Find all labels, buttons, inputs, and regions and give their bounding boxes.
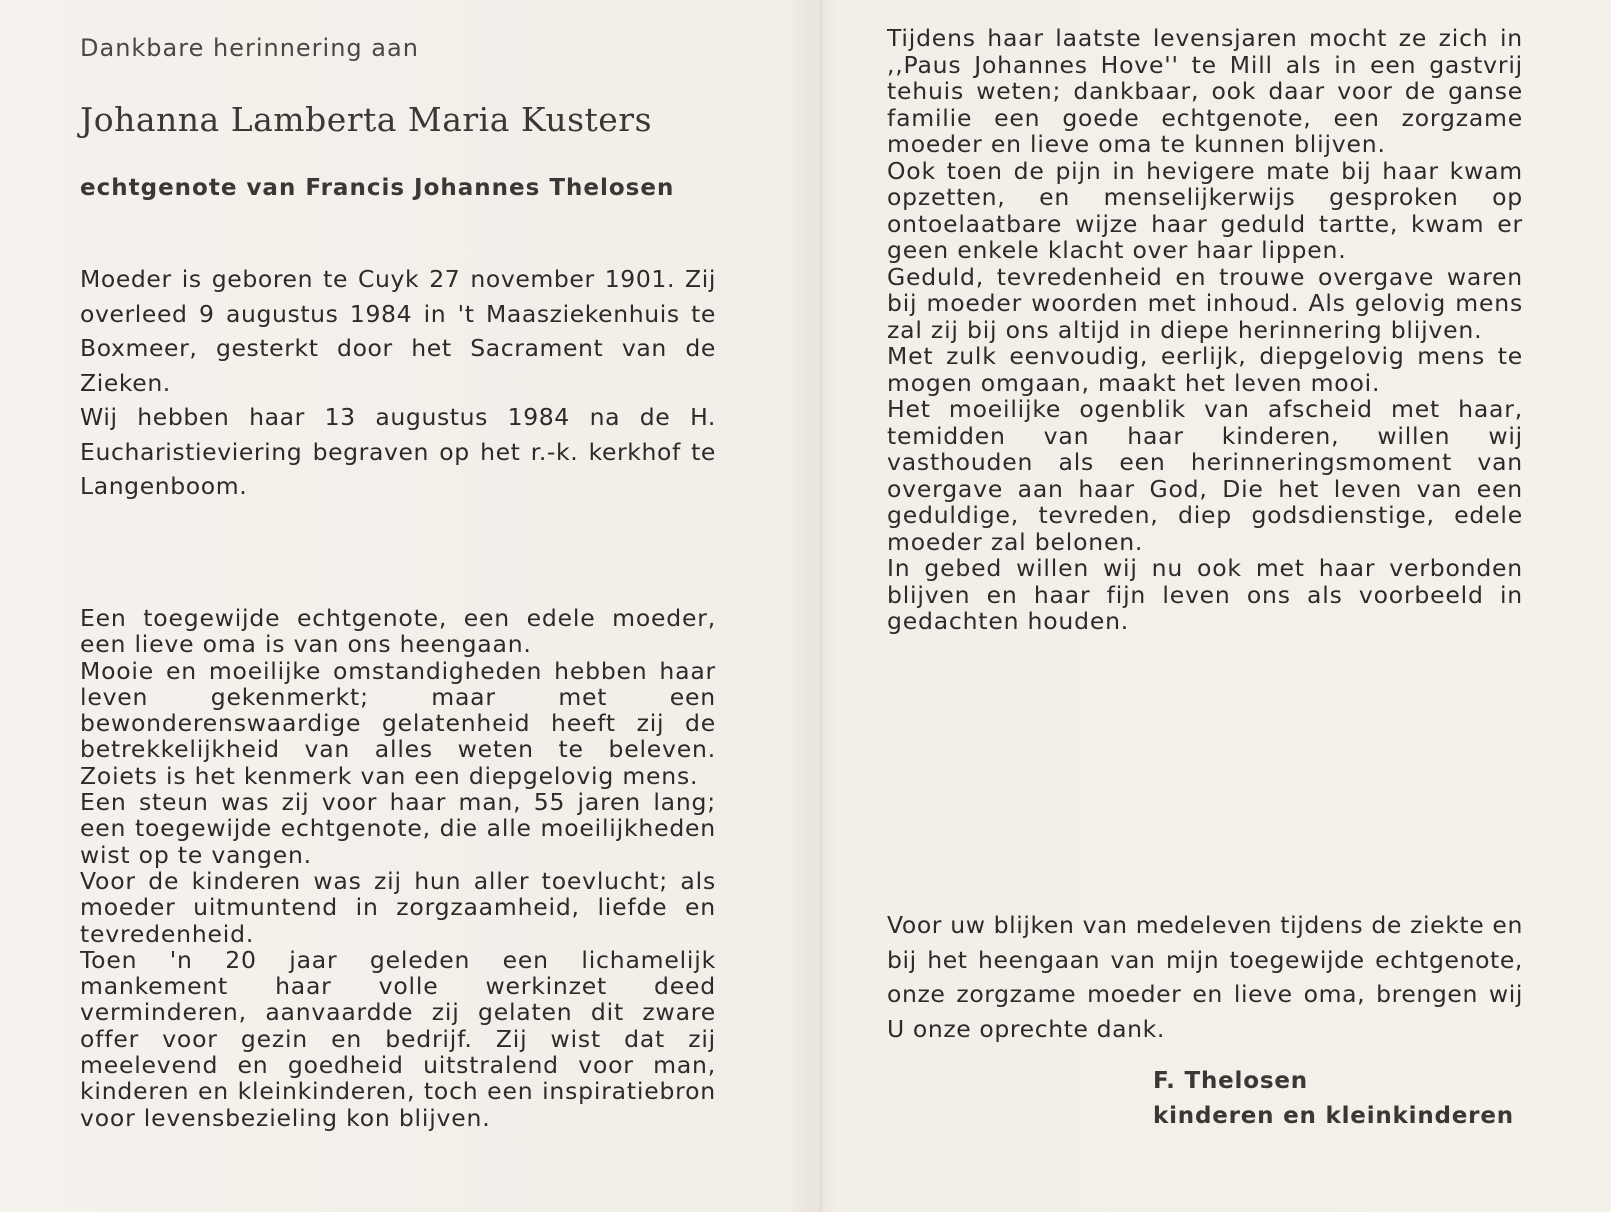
memory-paragraph: Ook toen de pijn in hevigere mate bij haar kwam opzetten, en menselijkerwijs gesproken op ontoelaatbare wijze haar geduld tartte, kwam er geen enkele klacht over haar lippen. <box>887 156 1523 264</box>
thanks-paragraph: Voor uw blijken van medeleven tijdens de ziekte en bij het heengaan van mijn toegewijde echtgenote, onze zorgzame moeder en lieve oma, brengen wij U onze oprechte dank. <box>887 911 1523 1043</box>
memory-paragraph: Tijdens haar laatste levensjaren mocht ze zich in ,,Paus Johannes Hove'' te Mill als in een gastvrij tehuis weten; dankbaar, ook daar voor de ganse familie een goede echtgenote, een zorgzame moeder en lieve oma te kunnen blijven. <box>887 24 1523 158</box>
card-fold <box>818 0 824 1212</box>
memory-text <box>887 25 1523 635</box>
memory-paragraph: Met zulk eenvoudig, eerlijk, diepgelovig mens te mogen omgaan, maakt het leven mooi. <box>887 342 1523 397</box>
tribute-paragraph: Voor de kinderen was zij hun aller toevlucht; als moeder uitmuntend in zorgzaamheid, liefde en tevredenheid. <box>80 866 716 948</box>
tribute-paragraph: Mooie en moeilijke omstandigheden hebben haar leven gekenmerkt; maar met een bewonderenswaardige gelatenheid heeft zij de betrekkelijkheid van alles weten te beleven. Zoiets is het kenmerk van een diepgelovig mens. <box>80 656 716 790</box>
intro-text: Dankbare herinnering aan <box>80 34 419 62</box>
tribute-text <box>80 605 716 1131</box>
memory-paragraph: In gebed willen wij nu ook met haar verbonden blijven en haar fijn leven ons als voorbeeld in gedachten houden. <box>887 554 1523 635</box>
thank-you-text <box>887 908 1523 1046</box>
memory-paragraph: Geduld, tevredenheid en trouwe overgave waren bij moeder woorden met inhoud. Als gelovig mens zal zij bij ons altijd in diepe herinnering blijven. <box>887 262 1523 344</box>
deceased-name: Johanna Lamberta Maria Kusters <box>80 100 653 139</box>
spouse-line: echtgenote van Francis Johannes Thelosen <box>80 175 675 201</box>
left-panel <box>80 0 720 1212</box>
right-panel <box>887 0 1527 1212</box>
tribute-paragraph: Toen 'n 20 jaar geleden een lichamelijk mankement haar volle werkinzet deed verminderen, aanvaardde zij gelaten dit zware offer voor gezin en bedrijf. Zij wist dat zij meelevend en goedheid uitstralend voor man, kinderen en kleinkinderen, toch een inspiratiebron voor levensbezieling kon blijven. <box>80 945 716 1132</box>
signature-family: kinderen en kleinkinderen <box>1153 1103 1514 1129</box>
tribute-paragraph: Een steun was zij voor haar man, 55 jaren lang; een toegewijde echtgenote, die alle moeilijkheden wist op te vangen. <box>80 788 716 869</box>
biography <box>80 262 716 504</box>
tribute-paragraph: Een toegewijde echtgenote, een edele moeder, een lieve oma is van ons heengaan. <box>80 604 716 659</box>
bio-paragraph: Moeder is geboren te Cuyk 27 november 1901. Zij overleed 9 augustus 1984 in 't Maasziekenhuis te Boxmeer, gesterkt door het Sacrament van de Zieken. <box>80 265 716 397</box>
signature-name: F. Thelosen <box>1153 1068 1308 1094</box>
bio-paragraph: Wij hebben haar 13 augustus 1984 na de H. Eucharistieviering begraven op het r.-k. kerkhof te Langenboom. <box>80 403 716 500</box>
memory-paragraph: Het moeilijke ogenblik van afscheid met haar, temidden van haar kinderen, willen wij vasthouden als een herinneringsmoment van overgave aan haar God, Die het leven van een geduldige, tevreden, diep godsdienstige, edele moeder zal belonen. <box>887 395 1523 556</box>
